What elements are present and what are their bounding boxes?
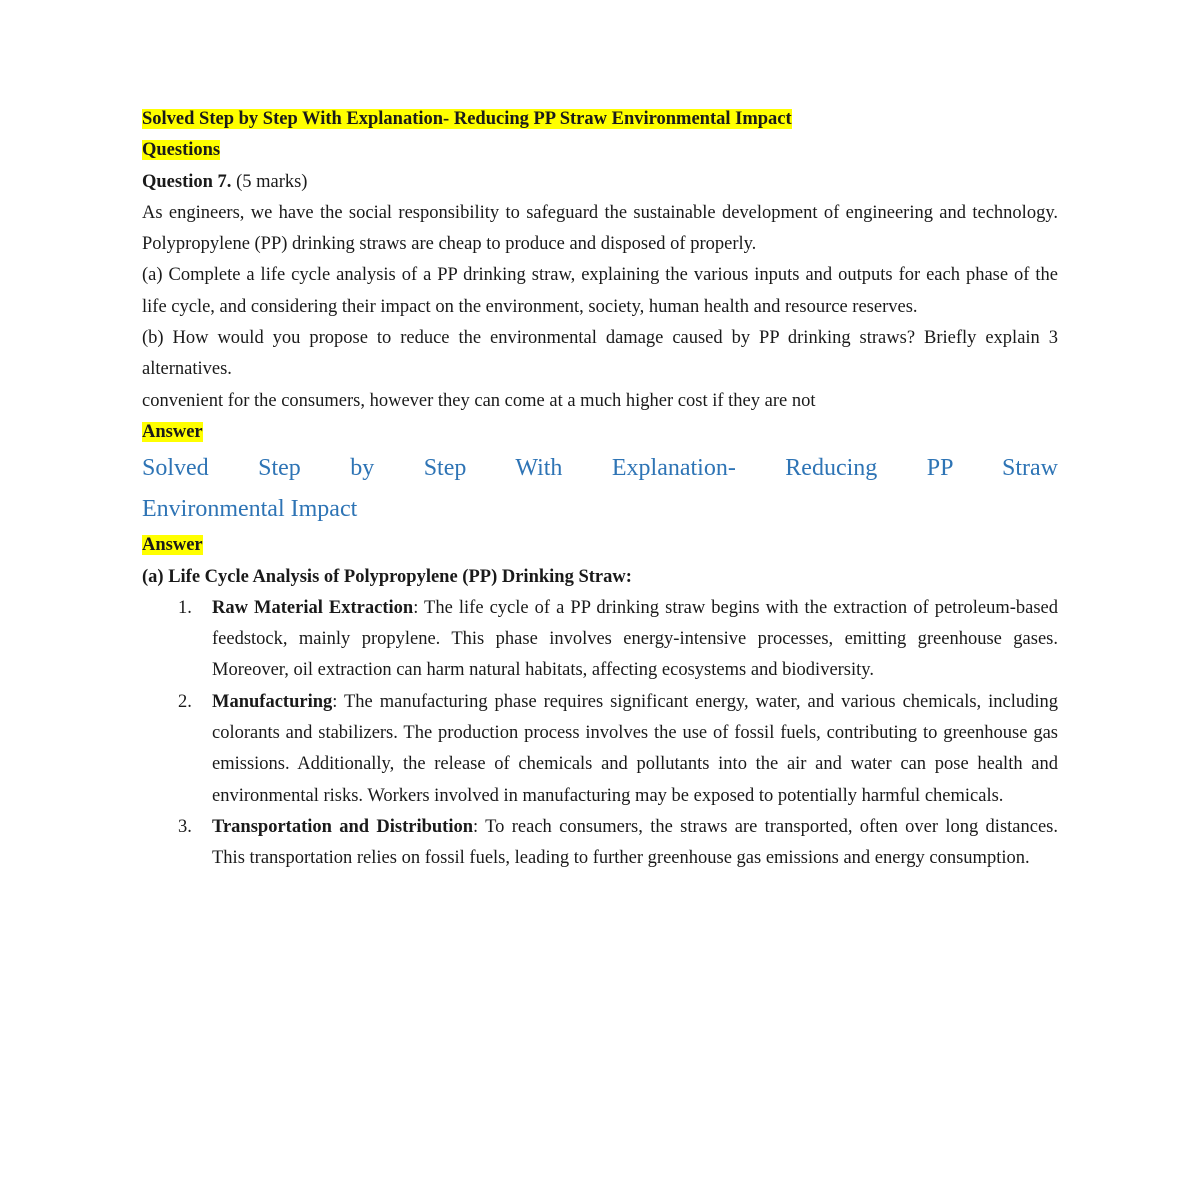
lifecycle-list bbox=[142, 593, 1058, 875]
document-page bbox=[142, 104, 1058, 875]
question-trailing-text: convenient for the consumers, however they can come at a much higher cost if they are not bbox=[142, 390, 816, 411]
answer-label-line-2 bbox=[142, 530, 1058, 561]
questions-label: Questions bbox=[142, 140, 221, 161]
list-item bbox=[142, 593, 1058, 687]
list-item-number: 3. bbox=[178, 816, 192, 837]
answer-label-line-1 bbox=[142, 417, 1058, 448]
list-item-term: Raw Material Extraction bbox=[212, 597, 414, 618]
question-intro: As engineers, we have the social responsibility to safeguard the sustainable development of engineering and technology. Polypropylene (PP) drinking straws are cheap to produce and disposed of properly. bbox=[142, 202, 1058, 255]
list-item-text: : The life cycle of a PP drinking straw begins with the extraction of petroleum-based feedstock, mainly propylene. This phase involves energy-intensive processes, emitting greenhouse gases. Moreover, oil extraction can harm natural habitats, affecting ecosystems and biodiversity. bbox=[212, 597, 1059, 681]
question-number: Question 7. bbox=[142, 171, 232, 192]
list-item-term: Transportation and Distribution bbox=[212, 816, 474, 837]
question-marks: (5 marks) bbox=[231, 171, 308, 192]
list-item-text: : The manufacturing phase requires significant energy, water, and various chemicals, including colorants and stabilizers. The production process involves the use of fossil fuels, contributing to greenhouse gas emissions. Additionally, the release of chemicals and pollutants into the air and water can pose health and environmental risks. Workers involved in manufacturing may be exposed to potentially harmful chemicals. bbox=[212, 691, 1058, 806]
list-item-number: 1. bbox=[178, 597, 192, 618]
list-item bbox=[142, 687, 1058, 812]
question-part-a: (a) Complete a life cycle analysis of a PP drinking straw, explaining the various inputs and outputs for each phase of the life cycle, and considering their impact on the environment, society, human health and resource reserves. bbox=[142, 265, 1058, 317]
blue-heading-line-1: Solved Step by Step With Explanation- Reducing PP Straw bbox=[142, 455, 1058, 482]
blue-heading bbox=[142, 448, 1058, 530]
section-a-heading: (a) Life Cycle Analysis of Polypropylene (PP) Drinking Straw: bbox=[142, 566, 632, 587]
list-item-number: 2. bbox=[178, 691, 192, 712]
list-item-text: : To reach consumers, the straws are transported, often over long distances. This transportation relies on fossil fuels, leading to further greenhouse gas emissions and energy consumption. bbox=[212, 816, 1058, 869]
list-item-term: Manufacturing bbox=[212, 691, 333, 712]
blue-heading-line-2: Environmental Impact bbox=[142, 496, 358, 523]
document-title bbox=[142, 104, 1058, 135]
question-header bbox=[142, 167, 1058, 198]
answer-label-2: Answer bbox=[142, 535, 203, 556]
question-part-b: (b) How would you propose to reduce the environmental damage caused by PP drinking straws? Briefly explain 3 alternatives. bbox=[142, 328, 1058, 380]
questions-label-line bbox=[142, 135, 1058, 166]
title-line-1: Solved Step by Step With Explanation- Reducing PP Straw Environmental Impact bbox=[142, 109, 792, 129]
answer-label-1: Answer bbox=[142, 421, 203, 442]
list-item bbox=[142, 812, 1058, 875]
